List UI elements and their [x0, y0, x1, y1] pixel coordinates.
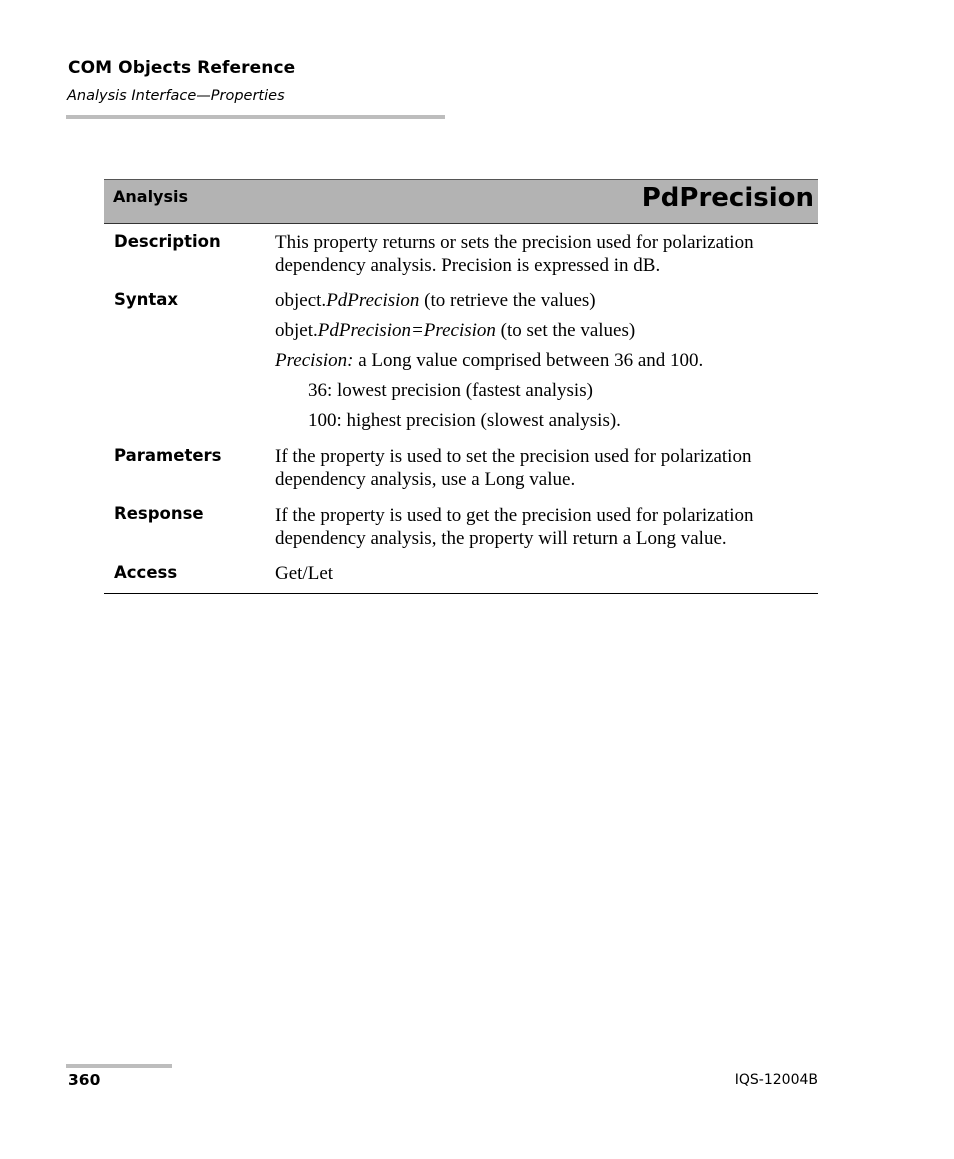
document-code: IQS-12004B — [734, 1072, 818, 1088]
parameters-row — [104, 439, 818, 491]
syntax-set-object: objet. — [275, 320, 318, 341]
parameters-label: Parameters — [114, 446, 222, 465]
syntax-set-property: PdPrecision=Precision — [317, 320, 496, 341]
response-text: If the property is used to get the precision used for polarization dependency analysis, the property will return a Long value. — [275, 505, 754, 549]
syntax-set-note: (to set the values) — [495, 320, 636, 341]
syntax-row — [104, 277, 818, 432]
syntax-param-name: Precision: — [275, 350, 354, 371]
syntax-max-value: 100: highest precision (slowest analysis). — [308, 410, 621, 431]
syntax-param-desc: a Long value comprised between 36 and 100. — [353, 350, 704, 371]
property-table-header — [104, 179, 818, 224]
description-text: This property returns or sets the precision used for polarization dependency analysis. Precision is expressed in dB. — [275, 232, 754, 276]
syntax-param-line — [275, 349, 815, 372]
property-category: Analysis — [113, 187, 189, 206]
response-row — [104, 491, 818, 550]
description-label: Description — [114, 232, 221, 251]
footer-divider — [66, 1064, 172, 1068]
syntax-get-note: (to retrieve the values) — [419, 290, 596, 311]
syntax-min-value: 36: lowest precision (fastest analysis) — [308, 380, 593, 401]
access-label: Access — [114, 563, 178, 582]
running-header-title: COM Objects Reference — [68, 58, 296, 78]
syntax-label: Syntax — [114, 290, 179, 309]
syntax-get-line — [275, 289, 815, 312]
syntax-set-line — [275, 319, 815, 342]
property-name: PdPrecision — [641, 183, 814, 213]
response-label: Response — [114, 504, 204, 523]
syntax-get-object: object. — [275, 290, 327, 311]
table-bottom-divider — [104, 593, 818, 594]
header-divider — [66, 115, 445, 119]
access-row — [104, 550, 818, 589]
description-row — [104, 224, 818, 277]
property-table — [104, 179, 818, 594]
syntax-get-property: PdPrecision — [326, 290, 420, 311]
page-number: 360 — [68, 1071, 101, 1089]
running-header-subtitle: Analysis Interface—Properties — [67, 88, 285, 104]
access-text: Get/Let — [275, 563, 334, 584]
parameters-text: If the property is used to set the precision used for polarization dependency analysis, use a Long value. — [275, 446, 752, 490]
